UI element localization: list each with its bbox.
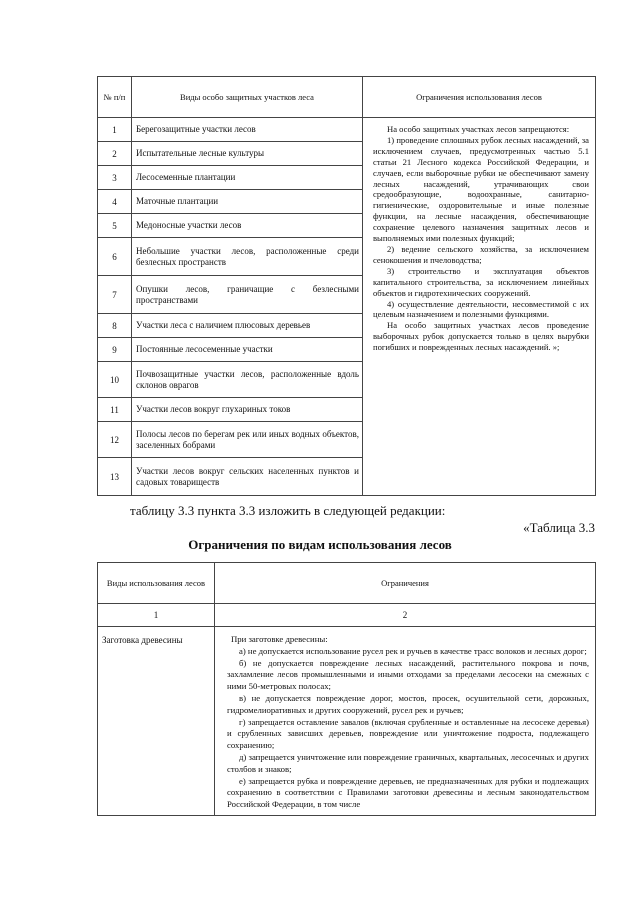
row-kind: Постоянные лесосеменные участки [132,338,363,362]
restriction-paragraph: При заготовке древесины: [231,634,328,644]
header-usage-kind: Виды использования лесов [98,563,215,604]
table-header-row [98,77,596,118]
row-kind: Участки лесов вокруг глухариных токов [132,398,363,422]
table-row [98,627,596,816]
row-number: 13 [98,458,132,496]
row-kind: Небольшие участки лесов, расположенные среди безлесных пространств [132,238,363,276]
row-number: 4 [98,190,132,214]
column-number: 1 [98,604,215,627]
row-number: 12 [98,422,132,458]
restriction-paragraph: 2) ведение сельского хозяйства, за исключением сенокошения и пчеловодства; [373,243,589,265]
row-kind: Полосы лесов по берегам рек или иных водных объектов, заселенных бобрами [132,422,363,458]
column-number-row [98,604,596,627]
row-number: 1 [98,118,132,142]
restriction-paragraph: На особо защитных участках лесов запрещаются: [387,124,570,134]
restriction-paragraph: 1) проведение сплошных рубок лесных насаждений, за исключением случаев, предусмотренных частью 5.1 статьи 21 Лесного кодекса Российской Федерации, и случаев, если выборочные рубки не обеспечивают замену лесных насаждений, утрачивающих свои средообразующие, водоохранные, санитарно-гигиенические, оздоровительные и иные полезные функции, на лесные насаждения, обеспечивающие сохранение целевого назначения защитных лесов и выполняемых ими полезных функций; [373,134,589,244]
restriction-paragraph: а) не допускается использование русел рек и ручьев в качестве трасс волоков и лесных дорог; [239,645,587,656]
row-number: 9 [98,338,132,362]
row-number: 7 [98,276,132,314]
restrictions-cell [363,118,596,496]
row-number: 2 [98,142,132,166]
table-row [98,118,596,142]
restriction-paragraph: 4) осуществление деятельности, несовместимой с их целевым назначением и полезными функциями. [373,298,589,320]
row-number: 8 [98,314,132,338]
table-header-row [98,563,596,604]
row-kind: Участки леса с наличием плюсовых деревьев [132,314,363,338]
row-kind: Берегозащитные участки лесов [132,118,363,142]
row-kind: Почвозащитные участки лесов, расположенные вдоль склонов оврагов [132,362,363,398]
row-number: 11 [98,398,132,422]
restriction-paragraph: На особо защитных участках лесов проведение выборочных рубок допускается только в целях вырубки погибших и поврежденных лесных насаждений. »; [373,320,589,353]
usage-kind: Заготовка древесины [98,627,215,816]
restriction-paragraph: г) запрещается оставление завалов (включая срубленные и оставленные на лесосеке деревья) и срубленных зависших деревьев, повреждение или уничтожение подроста, подлежащего сохранению; [227,716,589,751]
row-number: 5 [98,214,132,238]
restriction-paragraph: д) запрещается уничтожение или повреждение граничных, квартальных, лесосечных и других столбов и знаков; [227,751,589,774]
table-caption: «Таблица 3.3 [523,520,595,535]
row-number: 3 [98,166,132,190]
row-kind: Испытательные лесные культуры [132,142,363,166]
row-kind: Участки лесов вокруг сельских населенных пунктов и садовых товариществ [132,458,363,496]
table-title: Ограничения по видам использования лесов [188,537,452,552]
row-number: 6 [98,238,132,276]
restriction-paragraph: 3) строительство и эксплуатация объектов капитального строительства, за исключением линейных объектов и гидротехнических сооружений. [373,265,589,298]
row-kind: Лесосеменные плантации [132,166,363,190]
header-kind: Виды особо защитных участков леса [132,77,363,118]
restriction-paragraph: в) не допускается повреждение дорог, мостов, просек, осушительной сети, дорожных, гидромелиоративных и других сооружений, русел рек и ручьев; [227,692,589,715]
column-number: 2 [215,604,596,627]
protective-areas-table [97,76,596,496]
row-number: 10 [98,362,132,398]
row-kind: Опушки лесов, граничащие с безлесными пространствами [132,276,363,314]
restriction-paragraph: б) не допускается повреждение лесных насаждений, растительного покрова и почв, захламление лесов промышленными и иными отходами за пределами лесосеки на смежных с ними 50-метровых полосах; [227,657,589,692]
restriction-paragraph: е) запрещается рубка и повреждение деревьев, не предназначенных для рубки и подлежащих сохранению в соответствии с Правилами заготовки древесины и лесным законодательством Российской Федерации, в том числе [227,775,589,810]
usage-restrictions-table [97,562,596,816]
edit-instruction: таблицу 3.3 пункта 3.3 изложить в следующей редакции: [130,503,446,518]
header-restrictions: Ограничения [215,563,596,604]
restrictions-cell [215,627,596,816]
header-restrictions: Ограничения использования лесов [363,77,596,118]
header-number: № п/п [98,77,132,118]
row-kind: Маточные плантации [132,190,363,214]
row-kind: Медоносные участки лесов [132,214,363,238]
